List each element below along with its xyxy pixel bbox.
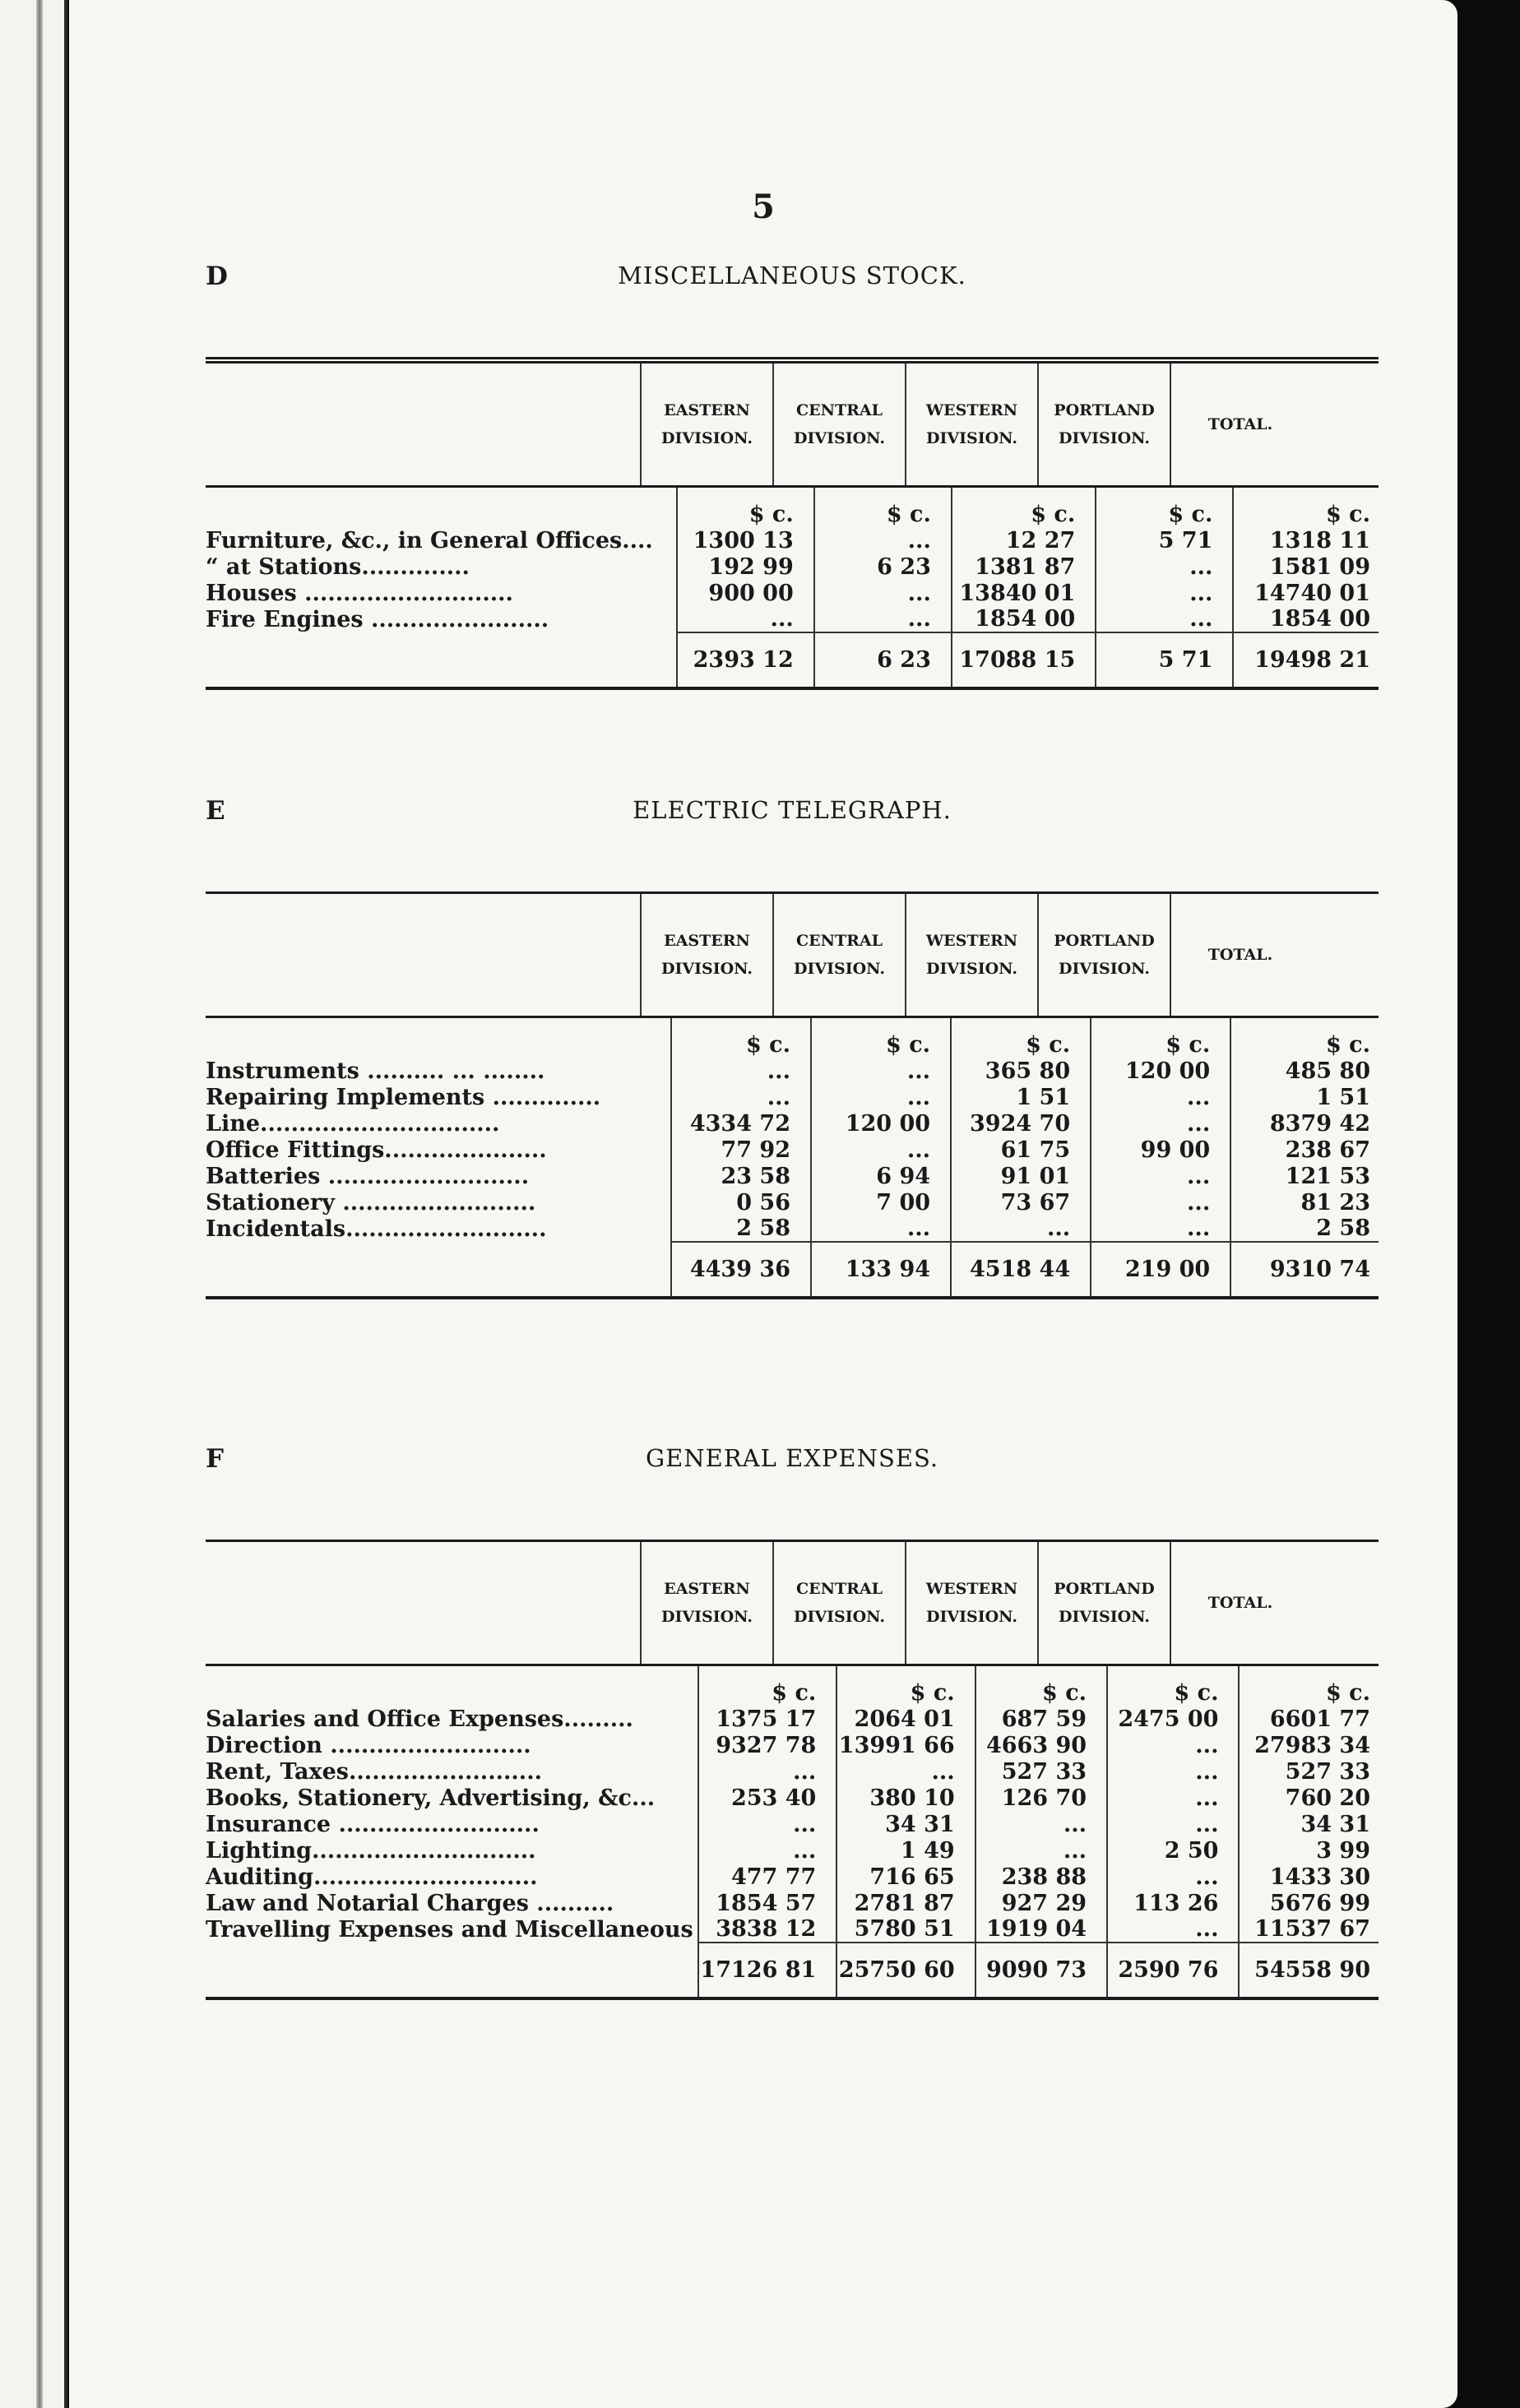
row-value: 1854 00: [1233, 606, 1379, 632]
units-blank: [206, 1018, 671, 1058]
section-miscellaneous-stock: [206, 262, 1379, 690]
row-value: 1318 11: [1233, 527, 1379, 553]
row-value: 365 80: [951, 1058, 1091, 1084]
row-value: 192 99: [677, 553, 814, 580]
document-page: [69, 0, 1457, 2408]
total-value: 2393 12: [677, 632, 814, 687]
row-value: 253 40: [698, 1785, 836, 1811]
row-value: 73 67: [951, 1189, 1091, 1216]
description-header: [206, 364, 640, 485]
row-value: ...: [1091, 1110, 1230, 1137]
row-value: 4663 90: [975, 1732, 1107, 1758]
row-value: 5676 99: [1239, 1890, 1379, 1916]
column-header: WESTERN DIVISION.: [905, 364, 1037, 485]
row-label: Rent, Taxes.........................: [206, 1759, 542, 1785]
row-value: ...: [1107, 1916, 1239, 1943]
total-value: 2590 76: [1107, 1943, 1239, 1997]
table-row: [206, 1758, 1379, 1785]
section-general-expenses: [206, 1444, 1379, 2000]
row-label: Furniture, &c., in General Offices....: [206, 528, 653, 553]
row-label: Books, Stationery, Advertising, &c...: [206, 1785, 656, 1811]
row-value: 14740 01: [1233, 580, 1379, 606]
section-letter: E: [206, 796, 225, 826]
section-heading: [206, 262, 1379, 311]
spacer: [206, 1493, 1379, 1540]
spacer: [206, 845, 1379, 891]
section-letter: D: [206, 262, 228, 291]
data-table: [206, 1666, 1379, 1997]
table-row: [206, 1732, 1379, 1758]
description-header: [206, 1542, 640, 1664]
row-value: ...: [811, 1216, 951, 1242]
row-value: 9327 78: [698, 1732, 836, 1758]
column-header: TOTAL.: [1170, 894, 1309, 1016]
column-header: EASTERN DIVISION.: [640, 364, 772, 485]
section-heading: [206, 796, 1379, 845]
totals-blank: [206, 1943, 698, 1997]
row-value: ...: [1107, 1864, 1239, 1890]
row-value: ...: [1096, 580, 1233, 606]
row-value: 12 27: [952, 527, 1096, 553]
row-value: 11537 67: [1239, 1916, 1379, 1943]
column-header: EASTERN DIVISION.: [640, 894, 772, 1016]
column-header: WESTERN DIVISION.: [905, 1542, 1037, 1664]
page-number: 5: [752, 188, 775, 226]
row-value: 113 26: [1107, 1890, 1239, 1916]
row-label: Direction ..........................: [206, 1733, 531, 1758]
row-value: 8379 42: [1230, 1110, 1379, 1137]
row-value: 13840 01: [952, 580, 1096, 606]
row-value: 1581 09: [1233, 553, 1379, 580]
column-header: WESTERN DIVISION.: [905, 894, 1037, 1016]
column-header: PORTLAND DIVISION.: [1037, 894, 1170, 1016]
total-value: 219 00: [1091, 1242, 1230, 1296]
row-value: 1375 17: [698, 1706, 836, 1732]
table-row: [206, 1811, 1379, 1837]
totals-row: [206, 632, 1379, 687]
units-cell: $ c.: [1239, 1666, 1379, 1706]
row-value: 900 00: [677, 580, 814, 606]
binding-fold: [36, 0, 43, 2408]
column-header: TOTAL.: [1170, 1542, 1309, 1664]
row-value: 7 00: [811, 1189, 951, 1216]
row-label: Salaries and Office Expenses.........: [206, 1706, 633, 1732]
row-value: 760 20: [1239, 1785, 1379, 1811]
row-value: ...: [1091, 1163, 1230, 1189]
section-title: ELECTRIC TELEGRAPH.: [633, 796, 952, 824]
column-header: EASTERN DIVISION.: [640, 1542, 772, 1664]
table-row: [206, 1137, 1379, 1163]
units-cell: $ c.: [1107, 1666, 1239, 1706]
table-row: [206, 1058, 1379, 1084]
totals-row: [206, 1943, 1379, 1997]
row-value: 1 49: [836, 1837, 975, 1864]
units-row: [206, 1018, 1379, 1058]
table-row: [206, 1837, 1379, 1864]
table-row: [206, 1110, 1379, 1137]
row-value: 2475 00: [1107, 1706, 1239, 1732]
row-value: 0 56: [671, 1189, 811, 1216]
section-electric-telegraph: [206, 796, 1379, 1299]
row-value: ...: [814, 580, 952, 606]
units-blank: [206, 1666, 698, 1706]
row-value: 2 58: [1230, 1216, 1379, 1242]
row-value: ...: [811, 1058, 951, 1084]
row-label: Batteries ..........................: [206, 1164, 530, 1189]
table-row: [206, 1084, 1379, 1110]
row-value: ...: [1107, 1758, 1239, 1785]
row-value: 1381 87: [952, 553, 1096, 580]
units-cell: $ c.: [814, 488, 952, 527]
column-header: CENTRAL DIVISION.: [772, 1542, 905, 1664]
total-value: 54558 90: [1239, 1943, 1379, 1997]
row-label: Travelling Expenses and Miscellaneous: [206, 1917, 693, 1943]
data-table: [206, 1018, 1379, 1296]
data-table: [206, 488, 1379, 687]
total-value: 17126 81: [698, 1943, 836, 1997]
table-row: [206, 1706, 1379, 1732]
section-heading: [206, 1444, 1379, 1493]
section-title: MISCELLANEOUS STOCK.: [618, 262, 966, 289]
total-value: 4439 36: [671, 1242, 811, 1296]
units-cell: $ c.: [1096, 488, 1233, 527]
column-header: PORTLAND DIVISION.: [1037, 364, 1170, 485]
table-row: [206, 553, 1379, 580]
table-row: [206, 527, 1379, 553]
row-label: Line...............................: [206, 1111, 500, 1137]
row-label: Office Fittings.....................: [206, 1137, 547, 1163]
row-label: Instruments .......... ... ........: [206, 1058, 545, 1084]
row-value: 1 51: [951, 1084, 1091, 1110]
row-value: 6 23: [814, 553, 952, 580]
units-cell: $ c.: [975, 1666, 1107, 1706]
row-value: 527 33: [975, 1758, 1107, 1785]
units-row: [206, 1666, 1379, 1706]
row-value: 34 31: [1239, 1811, 1379, 1837]
totals-blank: [206, 1242, 671, 1296]
row-value: 61 75: [951, 1137, 1091, 1163]
row-value: 27983 34: [1239, 1732, 1379, 1758]
row-value: 2 50: [1107, 1837, 1239, 1864]
row-label: Fire Engines .......................: [206, 607, 549, 632]
row-value: ...: [1091, 1216, 1230, 1242]
totals-row: [206, 1242, 1379, 1296]
table-row: [206, 1890, 1379, 1916]
row-value: 2064 01: [836, 1706, 975, 1732]
row-label: “ at Stations..............: [206, 554, 470, 580]
row-value: 1919 04: [975, 1916, 1107, 1943]
row-label: Houses ...........................: [206, 581, 513, 606]
row-value: 4334 72: [671, 1110, 811, 1137]
row-value: 34 31: [836, 1811, 975, 1837]
row-value: 927 29: [975, 1890, 1107, 1916]
row-value: 3838 12: [698, 1916, 836, 1943]
table-row: [206, 1189, 1379, 1216]
row-label: Stationery .........................: [206, 1190, 536, 1216]
units-cell: $ c.: [1091, 1018, 1230, 1058]
units-cell: $ c.: [811, 1018, 951, 1058]
row-value: 5 71: [1096, 527, 1233, 553]
row-value: ...: [1107, 1811, 1239, 1837]
row-label: Auditing.............................: [206, 1864, 538, 1890]
spacer: [206, 311, 1379, 357]
table-bottom-rule: [206, 687, 1379, 690]
row-value: 485 80: [1230, 1058, 1379, 1084]
row-label: Lighting.............................: [206, 1838, 536, 1864]
row-value: 120 00: [1091, 1058, 1230, 1084]
table-row: [206, 1216, 1379, 1242]
row-value: 81 23: [1230, 1189, 1379, 1216]
row-value: ...: [1091, 1084, 1230, 1110]
row-value: ...: [1091, 1189, 1230, 1216]
row-value: ...: [814, 527, 952, 553]
row-label: Repairing Implements ..............: [206, 1085, 601, 1110]
row-value: ...: [698, 1811, 836, 1837]
column-header: PORTLAND DIVISION.: [1037, 1542, 1170, 1664]
row-value: ...: [1096, 553, 1233, 580]
row-value: ...: [836, 1758, 975, 1785]
row-value: 13991 66: [836, 1732, 975, 1758]
units-cell: $ c.: [671, 1018, 811, 1058]
row-value: 477 77: [698, 1864, 836, 1890]
row-value: ...: [671, 1058, 811, 1084]
row-value: 3 99: [1239, 1837, 1379, 1864]
total-value: 9090 73: [975, 1943, 1107, 1997]
units-cell: $ c.: [1230, 1018, 1379, 1058]
row-value: 1854 00: [952, 606, 1096, 632]
row-value: 126 70: [975, 1785, 1107, 1811]
row-value: ...: [814, 606, 952, 632]
column-header-row: [206, 1542, 1379, 1664]
row-value: ...: [975, 1811, 1107, 1837]
row-value: 716 65: [836, 1864, 975, 1890]
row-value: 527 33: [1239, 1758, 1379, 1785]
row-value: ...: [811, 1084, 951, 1110]
row-value: 77 92: [671, 1137, 811, 1163]
total-value: 19498 21: [1233, 632, 1379, 687]
table-top-rule: [206, 357, 1379, 364]
row-value: ...: [671, 1084, 811, 1110]
column-header: CENTRAL DIVISION.: [772, 364, 905, 485]
row-value: 1433 30: [1239, 1864, 1379, 1890]
row-label: Incidentals..........................: [206, 1216, 547, 1242]
row-value: ...: [811, 1137, 951, 1163]
row-value: ...: [677, 606, 814, 632]
row-value: 5780 51: [836, 1916, 975, 1943]
row-value: 99 00: [1091, 1137, 1230, 1163]
units-cell: $ c.: [677, 488, 814, 527]
units-cell: $ c.: [836, 1666, 975, 1706]
table-row: [206, 580, 1379, 606]
row-label: Insurance ..........................: [206, 1812, 540, 1837]
row-value: 687 59: [975, 1706, 1107, 1732]
table-bottom-rule: [206, 1296, 1379, 1299]
previous-page-edge: [0, 0, 67, 2408]
column-header-row: [206, 894, 1379, 1016]
row-value: 1300 13: [677, 527, 814, 553]
total-value: 133 94: [811, 1242, 951, 1296]
row-value: ...: [975, 1837, 1107, 1864]
row-value: 2781 87: [836, 1890, 975, 1916]
total-value: 6 23: [814, 632, 952, 687]
column-header: TOTAL.: [1170, 364, 1309, 485]
row-value: 3924 70: [951, 1110, 1091, 1137]
total-value: 4518 44: [951, 1242, 1091, 1296]
row-value: 6 94: [811, 1163, 951, 1189]
row-value: 91 01: [951, 1163, 1091, 1189]
table-row: [206, 1916, 1379, 1943]
row-value: ...: [698, 1758, 836, 1785]
table-row: [206, 1785, 1379, 1811]
total-value: 25750 60: [836, 1943, 975, 1997]
row-value: 1 51: [1230, 1084, 1379, 1110]
column-header-row: [206, 364, 1379, 485]
row-value: 238 88: [975, 1864, 1107, 1890]
description-header: [206, 894, 640, 1016]
table-row: [206, 1163, 1379, 1189]
total-value: 17088 15: [952, 632, 1096, 687]
section-title: GENERAL EXPENSES.: [645, 1444, 939, 1472]
row-label: Law and Notarial Charges ..........: [206, 1891, 614, 1916]
row-value: 121 53: [1230, 1163, 1379, 1189]
row-value: 120 00: [811, 1110, 951, 1137]
units-blank: [206, 488, 677, 527]
total-value: 5 71: [1096, 632, 1233, 687]
row-value: 2 58: [671, 1216, 811, 1242]
table-bottom-rule: [206, 1997, 1379, 2000]
units-cell: $ c.: [951, 1018, 1091, 1058]
table-row: [206, 1864, 1379, 1890]
row-value: 380 10: [836, 1785, 975, 1811]
row-value: ...: [951, 1216, 1091, 1242]
row-value: 1854 57: [698, 1890, 836, 1916]
units-cell: $ c.: [1233, 488, 1379, 527]
totals-blank: [206, 632, 677, 687]
row-value: ...: [1107, 1785, 1239, 1811]
units-row: [206, 488, 1379, 527]
table-row: [206, 606, 1379, 632]
row-value: 6601 77: [1239, 1706, 1379, 1732]
column-header: CENTRAL DIVISION.: [772, 894, 905, 1016]
total-value: 9310 74: [1230, 1242, 1379, 1296]
row-value: 238 67: [1230, 1137, 1379, 1163]
units-cell: $ c.: [952, 488, 1096, 527]
units-cell: $ c.: [698, 1666, 836, 1706]
section-letter: F: [206, 1444, 225, 1474]
row-value: ...: [698, 1837, 836, 1864]
row-value: 23 58: [671, 1163, 811, 1189]
row-value: ...: [1096, 606, 1233, 632]
row-value: ...: [1107, 1732, 1239, 1758]
